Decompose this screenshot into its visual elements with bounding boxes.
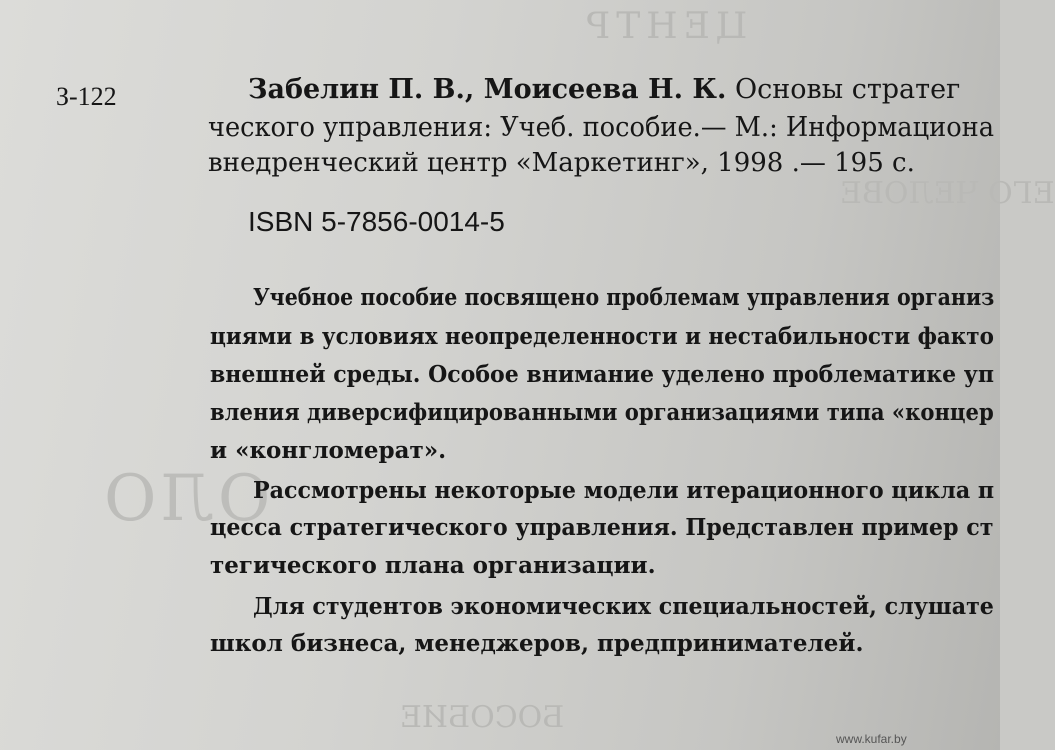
annotation-line: и «конгломерат». bbox=[210, 437, 447, 464]
annotation-line: Для студентов экономических специальностей, слушате bbox=[253, 593, 994, 620]
annotation-line: внешней среды. Особое внимание уделено проблематике уп bbox=[210, 361, 995, 388]
authors: Забелин П. В., Моисеева Н. К. bbox=[248, 74, 727, 105]
annotation-line: Учебное пособие посвящено проблемам управления организ bbox=[253, 284, 995, 311]
isbn: ISBN 5-7856-0014-5 bbox=[248, 206, 505, 237]
annotation-line: циями в условиях неопределенности и нестабильности факто bbox=[210, 323, 994, 350]
annotation-line: цесса стратегического управления. Представлен пример ст bbox=[210, 514, 994, 541]
title-start: Основы стратег bbox=[734, 74, 961, 105]
annotation-line: школ бизнеса, менеджеров, предпринимателей. bbox=[210, 630, 864, 657]
bleed-right: ЕГО ЧЕЛОВЕ bbox=[840, 176, 1055, 211]
bibliographic-line-2: ческого управления: Учеб. пособие.— М.: Информациона bbox=[208, 112, 995, 143]
bibliographic-line-3: внедренческий центр «Маркетинг», 1998 .— 195 с. bbox=[208, 148, 915, 178]
bibliographic-line-1 bbox=[248, 74, 960, 105]
bleed-top: ЦЕНТР bbox=[580, 6, 748, 47]
annotation-line: Рассмотрены некоторые модели итерационного цикла п bbox=[253, 477, 995, 504]
site-watermark: www.kufar.by bbox=[836, 732, 907, 746]
annotation-line: вления диверсифицированными организациями типа «концер bbox=[210, 399, 994, 426]
library-code: З-122 bbox=[56, 82, 117, 111]
bleed-middle: ОЛО bbox=[100, 462, 271, 536]
annotation-line: тегического плана организации. bbox=[210, 552, 656, 579]
bleed-bottom: БОСОБИЕ bbox=[400, 700, 565, 735]
